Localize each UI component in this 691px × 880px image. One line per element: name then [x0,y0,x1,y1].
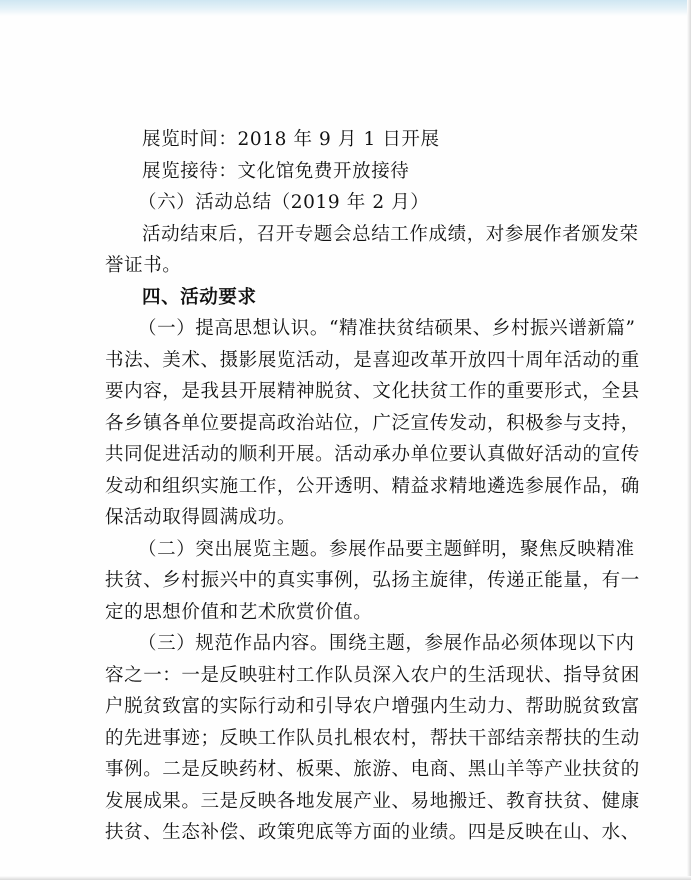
paragraph-line: 书法、美术、摄影展览活动，是喜迎改革开放四十周年活动的重 [105,349,640,371]
section-heading-requirements: 四、活动要求 [142,286,257,308]
paragraph-line: 共同促进活动的顺利开展。活动承办单位要认真做好活动的宣传 [105,444,640,465]
section-heading-summary: （六）活动总结（2019 年 2 月） [138,192,430,213]
paragraph-line: 扶贫、乡村振兴中的真实事例，弘扬主旋律，传递正能量，有一 [105,570,640,591]
paragraph-line: 各乡镇各单位要提高政治站位，广泛宣传发动，积极参与支持， [105,412,640,434]
exhibition-reception-line: 展览接待：文化馆免费开放接待 [142,160,410,182]
scan-edge-top [0,0,691,16]
scan-edge-bottom [0,876,691,880]
paragraph-line: 事例。二是反映药材、板栗、旅游、电商、黑山羊等产业扶贫的 [105,759,640,780]
paragraph-line: （一）提高思想认识。“精准扶贫结硕果、乡村振兴谱新篇” [138,318,636,339]
summary-paragraph-line: 誉证书。 [105,255,182,276]
paragraph-line: 定的思想价值和艺术欣赏价值。 [105,601,373,623]
paragraph-line: （二）突出展览主题。参展作品要主题鲜明，聚焦反映精准 [138,538,635,560]
paragraph-line: 保活动取得圆满成功。 [105,507,297,528]
document-body [105,124,640,849]
paragraph-line: 发动和组织实施工作，公开透明、精益求精地遴选参展作品，确 [105,475,640,497]
scan-edge-right [687,0,691,880]
paragraph-line: 要内容，是我县开展精神脱贫、文化扶贫工作的重要形式，全县 [105,381,640,402]
paragraph-line: 容之一：一是反映驻村工作队员深入农户的生活现状、指导贫困 [105,664,640,686]
exhibition-time-line: 展览时间：2018 年 9 月 1 日开展 [142,129,440,150]
paragraph-line: 发展成果。三是反映各地发展产业、易地搬迁、教育扶贫、健康 [105,790,640,812]
summary-paragraph-line: 活动结束后，召开专题会总结工作成绩，对参展作者颁发荣 [142,223,639,245]
paragraph-line: 的先进事迹；反映工作队员扎根农村，帮扶干部结亲帮扶的生动 [105,727,640,749]
paragraph-line: （三）规范作品内容。围绕主题，参展作品必须体现以下内 [138,633,635,654]
paragraph-line: 户脱贫致富的实际行动和引导农户增强内生动力、帮助脱贫致富 [105,696,640,717]
paragraph-line: 扶贫、生态补偿、政策兜底等方面的业绩。四是反映在山、水、 [105,822,640,843]
